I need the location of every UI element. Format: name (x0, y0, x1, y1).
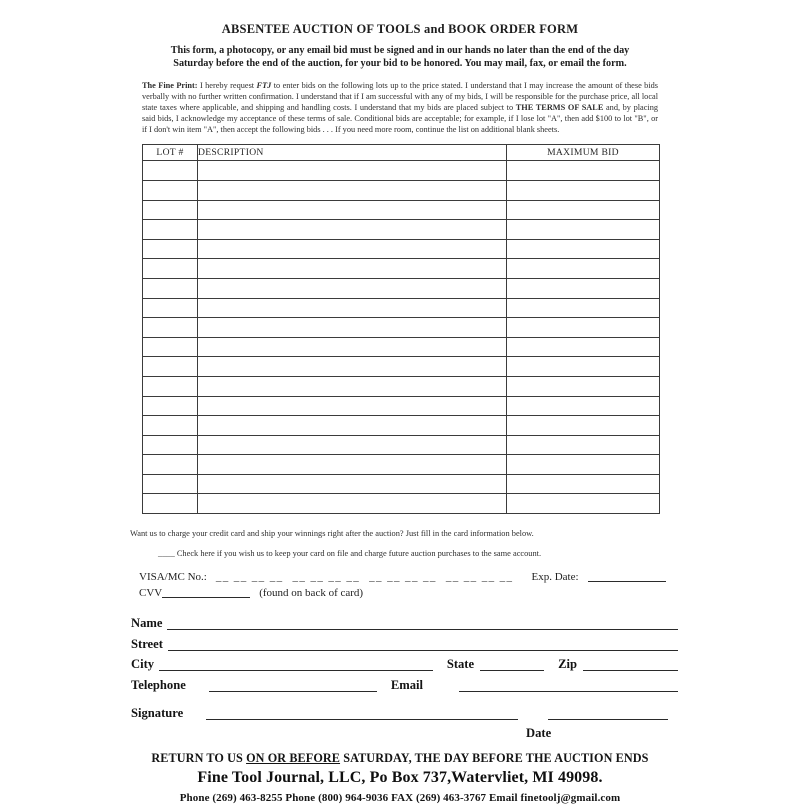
address-fields-block (122, 616, 678, 741)
bid-table (142, 144, 660, 514)
email-label: Email (390, 677, 424, 692)
keep-card-on-file-option[interactable]: ____ Check here if you wish us to keep your card on file and charge future auction purchases to the same account. (158, 549, 542, 559)
lot-number-cell[interactable] (143, 318, 198, 338)
lot-number-cell[interactable] (143, 220, 198, 240)
telephone-email-row (131, 678, 678, 692)
lot-number-cell[interactable] (143, 376, 198, 396)
maximum-bid-cell[interactable] (507, 239, 660, 259)
cvv-hint: (found on back of card) (259, 586, 364, 599)
signature-date-row (131, 706, 678, 720)
description-cell[interactable] (198, 180, 507, 200)
table-row (143, 220, 660, 240)
maximum-bid-cell[interactable] (507, 494, 660, 514)
signature-input[interactable] (206, 706, 518, 720)
table-row (143, 416, 660, 436)
date-label: Date (526, 726, 552, 741)
lot-number-cell[interactable] (143, 278, 198, 298)
maximum-bid-cell[interactable] (507, 180, 660, 200)
fine-print-paragraph (142, 81, 658, 135)
bid-table-header-row (143, 145, 660, 161)
table-row (143, 259, 660, 279)
city-input[interactable] (159, 657, 433, 671)
cvv-input[interactable] (162, 586, 250, 598)
expiration-date-label: Exp. Date: (531, 571, 579, 584)
cvv-label: CVV (139, 586, 163, 599)
fine-print-part-1: I hereby request (197, 81, 257, 91)
lot-number-cell[interactable] (143, 474, 198, 494)
telephone-input[interactable] (209, 678, 377, 692)
table-row (143, 357, 660, 377)
description-cell[interactable] (198, 455, 507, 475)
table-row (143, 474, 660, 494)
maximum-bid-cell[interactable] (507, 298, 660, 318)
maximum-bid-cell[interactable] (507, 220, 660, 240)
fine-print-emphasis: FTJ (256, 81, 272, 91)
date-label-row (131, 726, 678, 741)
fine-print-part-2: to enter bids on the following lots up to the price stated. I understand that I may increase the amount of these bids verbally with no further written confirmation. I understand that if I am successful with any of my bids, I will be responsible for the purchase price, all local state taxes where applicable, and shipping and handling costs. I understand that my bids are placed subject to (142, 81, 659, 112)
description-cell[interactable] (198, 298, 507, 318)
maximum-bid-cell[interactable] (507, 318, 660, 338)
lot-number-cell[interactable] (143, 337, 198, 357)
form-subtitle (135, 44, 665, 70)
table-row (143, 180, 660, 200)
maximum-bid-cell[interactable] (507, 396, 660, 416)
telephone-label: Telephone (131, 677, 186, 692)
maximum-bid-cell[interactable] (507, 435, 660, 455)
description-cell[interactable] (198, 337, 507, 357)
description-cell[interactable] (198, 278, 507, 298)
maximum-bid-cell[interactable] (507, 278, 660, 298)
card-digits-group-1[interactable]: __ __ __ __ (215, 571, 284, 584)
table-row (143, 435, 660, 455)
lot-number-cell[interactable] (143, 357, 198, 377)
maximum-bid-cell[interactable] (507, 357, 660, 377)
expiration-date-input[interactable] (588, 570, 666, 582)
maximum-bid-cell[interactable] (507, 474, 660, 494)
table-row (143, 494, 660, 514)
column-header-description: DESCRIPTION (198, 145, 507, 161)
column-header-lot: LOT # (143, 145, 198, 161)
card-digits-group-4[interactable]: __ __ __ __ (445, 571, 514, 584)
visa-mc-label: VISA/MC No.: (139, 571, 207, 584)
table-row (143, 376, 660, 396)
table-row (143, 161, 660, 181)
maximum-bid-cell[interactable] (507, 455, 660, 475)
column-header-maximum-bid: MAXIMUM BID (507, 145, 660, 161)
name-row (131, 616, 678, 630)
street-label: Street (131, 636, 163, 651)
description-cell[interactable] (198, 161, 507, 181)
email-input[interactable] (459, 678, 678, 692)
page-title: ABSENTEE AUCTION OF TOOLS and BOOK ORDER FORM (221, 22, 579, 36)
description-cell[interactable] (198, 259, 507, 279)
description-cell[interactable] (198, 474, 507, 494)
description-cell[interactable] (198, 200, 507, 220)
lot-number-cell[interactable] (143, 259, 198, 279)
maximum-bid-cell[interactable] (507, 376, 660, 396)
lot-number-cell[interactable] (143, 396, 198, 416)
subtitle-line-1: This form, a photocopy, or any email bid must be signed and in our hands no later than the end of the day (170, 45, 630, 56)
company-address: Fine Tool Journal, LLC, Po Box 737,Watervliet, MI 49098. (197, 769, 603, 787)
credit-card-prompt: Want us to charge your credit card and ship your winnings right after the auction? Just fill in the card information below. (130, 529, 534, 539)
return-instruction (0, 751, 800, 766)
credit-card-note (130, 528, 670, 559)
state-input[interactable] (480, 657, 544, 671)
lot-number-cell[interactable] (143, 494, 198, 514)
subtitle-line-2: Saturday before the end of the auction, for your bid to be honored. You may mail, fax, or email the form. (173, 58, 627, 70)
maximum-bid-cell[interactable] (507, 161, 660, 181)
bid-table-head (143, 145, 660, 161)
card-digits-group-2[interactable]: __ __ __ __ (292, 571, 361, 584)
zip-input[interactable] (583, 657, 678, 671)
visa-mc-row (139, 570, 670, 586)
maximum-bid-cell[interactable] (507, 337, 660, 357)
date-input[interactable] (548, 706, 668, 720)
maximum-bid-cell[interactable] (507, 416, 660, 436)
table-row (143, 278, 660, 298)
fine-print-part-3: and, by placing said bids, I acknowledge my acceptance of these terms of sale. Conditional bids are acceptable; for example, if I lose lot "A", then add $100 to lot "B", or if I don't win item "A", then accept the following bids . . . If you need more room, continue the list on additional blank sheets. (142, 103, 658, 134)
table-row (143, 239, 660, 259)
description-cell[interactable] (198, 318, 507, 338)
card-fields-block (130, 570, 670, 601)
description-cell[interactable] (198, 416, 507, 436)
signature-label: Signature (131, 705, 184, 720)
table-row (143, 298, 660, 318)
description-cell[interactable] (198, 357, 507, 377)
lot-number-cell[interactable] (143, 435, 198, 455)
street-input[interactable] (168, 637, 678, 651)
maximum-bid-cell[interactable] (507, 200, 660, 220)
form-footer (0, 751, 800, 804)
bid-table-body (143, 161, 660, 514)
maximum-bid-cell[interactable] (507, 259, 660, 279)
table-row (143, 337, 660, 357)
description-cell[interactable] (198, 220, 507, 240)
city-state-zip-row (131, 657, 678, 671)
spacer (131, 726, 526, 741)
description-cell[interactable] (198, 239, 507, 259)
description-cell[interactable] (198, 396, 507, 416)
description-cell[interactable] (198, 494, 507, 514)
cvv-row (139, 586, 670, 602)
card-digits-group-3[interactable]: __ __ __ __ (369, 571, 437, 584)
table-row (143, 318, 660, 338)
lot-number-cell[interactable] (143, 455, 198, 475)
state-label: State (446, 657, 475, 672)
lot-number-cell[interactable] (143, 180, 198, 200)
return-prefix: RETURN TO US (151, 751, 247, 766)
city-label: City (131, 657, 155, 672)
return-suffix: SATURDAY, THE DAY BEFORE THE AUCTION ENDS (340, 751, 649, 766)
table-row (143, 200, 660, 220)
lot-number-cell[interactable] (143, 161, 198, 181)
fine-print-lead: The Fine Print: (142, 81, 198, 91)
name-label: Name (131, 616, 163, 631)
lot-number-cell[interactable] (143, 298, 198, 318)
bid-table-container (142, 144, 658, 514)
name-input[interactable] (167, 616, 678, 630)
description-cell[interactable] (198, 435, 507, 455)
zip-label: Zip (558, 657, 577, 672)
lot-number-cell[interactable] (143, 239, 198, 259)
description-cell[interactable] (198, 376, 507, 396)
fine-print-terms: THE TERMS OF SALE (515, 103, 604, 112)
return-emphasis: ON OR BEFORE (246, 751, 341, 766)
table-row (143, 455, 660, 475)
lot-number-cell[interactable] (143, 200, 198, 220)
lot-number-cell[interactable] (143, 416, 198, 436)
street-row (131, 637, 678, 651)
contact-line: Phone (269) 463-8255 Phone (800) 964-9036 FAX (269) 463-3767 Email finetoolj@gmail.com (179, 792, 621, 804)
table-row (143, 396, 660, 416)
